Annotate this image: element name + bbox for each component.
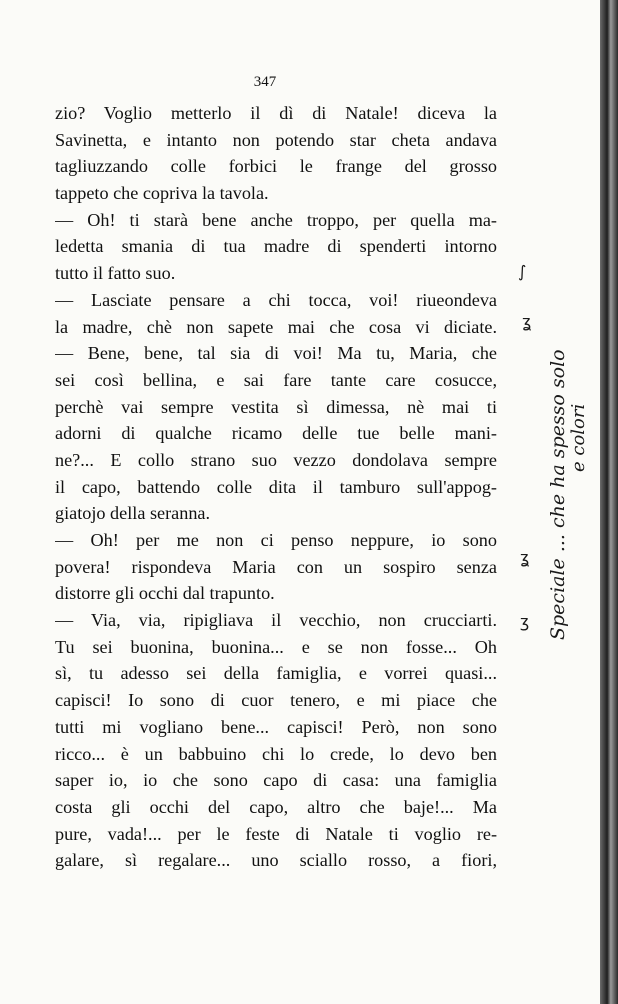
text-line: adorni di qualche ricamo delle tue belle mani-	[55, 423, 497, 444]
margin-tick-mark: ʓ	[522, 312, 532, 331]
text-line: sì, tu adesso sei della famiglia, e vorrei quasi...	[55, 663, 497, 684]
text-line: saper io, io che sono capo di casa: una famiglia	[55, 770, 497, 791]
text-line: — Oh! per me non ci penso neppure, io sono	[55, 530, 497, 550]
text-line: tutto il fatto suo.	[55, 263, 176, 284]
text-line: il capo, battendo colle dita il tamburo sull'appog-	[55, 476, 497, 497]
annotation-line-2: e colori	[568, 403, 589, 472]
text-line: giatojo della seranna.	[55, 503, 211, 524]
text-line: perchè vai sempre vestita sì dimessa, nè mai ti	[55, 396, 497, 417]
text-line: capisci! Io sono di cuor tenero, e mi piace che	[55, 690, 497, 711]
text-line: — Oh! ti starà bene anche troppo, per quella ma-	[55, 209, 497, 230]
margin-tick-mark: ∫	[518, 262, 527, 281]
text-line: galare, sì regalare... uno sciallo rosso, a fiori,	[55, 850, 497, 871]
text-line: tagliuzzando colle forbici le frange del grosso	[55, 156, 497, 177]
text-line: Tu sei buonina, buonina... e se non fosse... Oh	[55, 636, 497, 657]
text-line: tutti mi vogliano bene... capisci! Però, non sono	[55, 716, 497, 737]
annotation-line-1: Speciale ... che ha spesso solo	[547, 349, 569, 640]
text-line: tappeto che copriva la tavola.	[55, 183, 269, 204]
text-line: ricco... è un babbuino chi lo crede, lo devo ben	[55, 743, 497, 764]
book-spine-edge	[600, 0, 618, 1004]
text-line: Savinetta, e intanto non potendo star cheta andava	[55, 129, 497, 150]
text-line: la madre, chè non sapete mai che cosa vi diciate.	[55, 316, 497, 337]
text-line: ne?... E collo strano suo vezzo dondolava sempre	[55, 449, 497, 470]
text-line: zio? Voglio metterlo il dì di Natale! diceva la	[55, 103, 497, 123]
text-line: — Bene, bene, tal sia di voi! Ma tu, Maria, che	[55, 343, 497, 364]
body-text	[55, 100, 497, 874]
margin-tick-mark: ʓ	[520, 548, 530, 567]
text-line: distorre gli occhi dal trapunto.	[55, 583, 275, 604]
text-line: — Lasciate pensare a chi tocca, voi! riueondeva	[55, 289, 497, 310]
text-line: — Via, via, ripigliava il vecchio, non crucciarti.	[55, 610, 497, 631]
text-line: pure, vada!... per le feste di Natale ti voglio re-	[55, 823, 497, 844]
text-line: povera! rispondeva Maria con un sospiro senza	[55, 556, 497, 577]
text-line: sei così bellina, e sai fare tante care cosucce,	[55, 369, 497, 390]
margin-tick-mark: ʒ	[520, 612, 530, 631]
text-line: costa gli occhi del capo, altro che baje!... Ma	[55, 796, 497, 817]
page-number: 347	[253, 74, 277, 90]
text-line: ledetta smania di tua madre di spenderti intorno	[55, 236, 497, 257]
